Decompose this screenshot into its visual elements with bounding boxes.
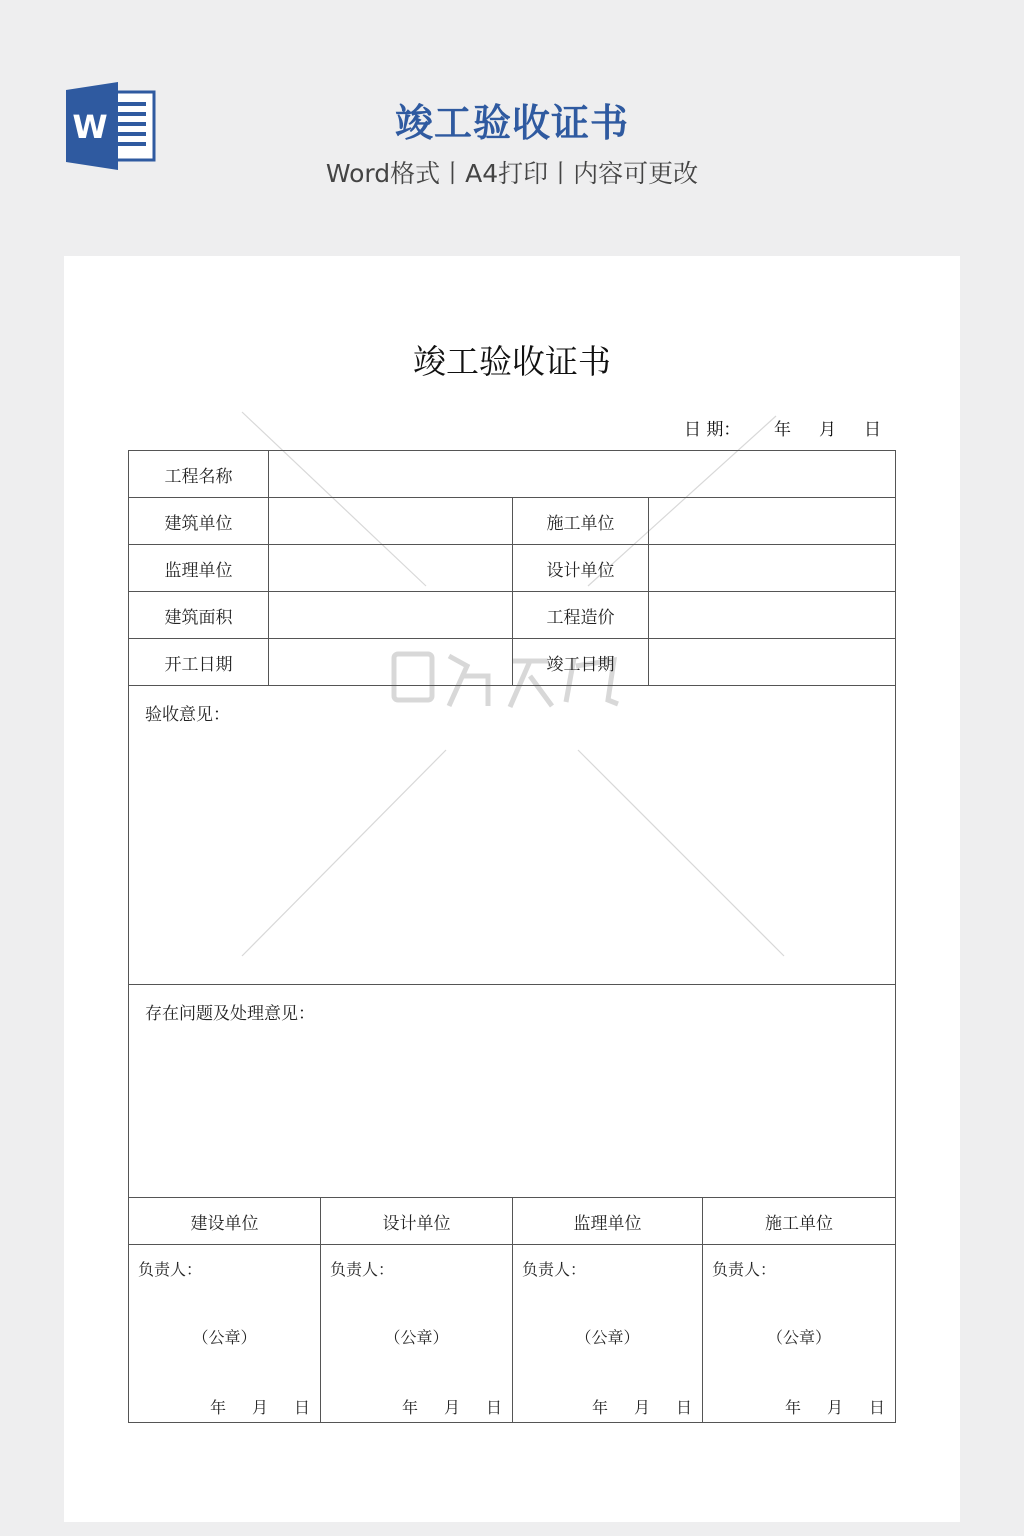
supervision-unit-field[interactable] xyxy=(269,545,513,592)
signatory-person-label: 负责人： xyxy=(712,1260,777,1279)
acceptance-opinion-field[interactable] xyxy=(129,686,896,985)
construction-unit-label: 建筑单位 xyxy=(129,498,269,545)
signatory-box-1[interactable] xyxy=(129,1245,321,1423)
design-unit-field[interactable] xyxy=(649,545,896,592)
seal-label: （公章） xyxy=(384,1328,449,1347)
signatory-date: 年 月 日 xyxy=(209,1398,310,1417)
builder-unit-label: 施工单位 xyxy=(513,498,649,545)
supervision-unit-label: 监理单位 xyxy=(129,545,269,592)
completion-date-label: 竣工日期 xyxy=(513,639,649,686)
page-subtitle: Word格式丨A4打印丨内容可更改 xyxy=(325,159,699,188)
signatory-box-4[interactable] xyxy=(703,1245,896,1423)
start-date-field[interactable] xyxy=(269,639,513,686)
signatory-date: 年 月 日 xyxy=(401,1398,502,1417)
signatory-unit-3: 监理单位 xyxy=(513,1198,703,1245)
signatory-box-2[interactable] xyxy=(321,1245,513,1423)
seal-label: （公章） xyxy=(575,1328,640,1347)
signatory-date: 年 月 日 xyxy=(785,1398,886,1417)
signatory-person-label: 负责人： xyxy=(522,1260,587,1279)
document-title: 竣工验收证书 xyxy=(413,342,611,381)
project-name-label: 工程名称 xyxy=(129,451,269,498)
signatory-unit-2: 设计单位 xyxy=(321,1198,513,1245)
design-unit-label: 设计单位 xyxy=(513,545,649,592)
signatory-person-label: 负责人： xyxy=(330,1260,395,1279)
issues-opinion-field[interactable] xyxy=(129,985,896,1198)
building-area-field[interactable] xyxy=(269,592,513,639)
signatory-date: 年 月 日 xyxy=(591,1398,692,1417)
page-title: 竣工验收证书 xyxy=(394,101,629,145)
date-year: 年 xyxy=(774,420,791,440)
svg-text:W: W xyxy=(72,108,108,146)
seal-label: （公章） xyxy=(767,1328,832,1347)
project-cost-label: 工程造价 xyxy=(513,592,649,639)
construction-unit-field[interactable] xyxy=(269,498,513,545)
completion-date-field[interactable] xyxy=(649,639,896,686)
date-label: 日 期： xyxy=(684,420,741,440)
project-cost-field[interactable] xyxy=(649,592,896,639)
document-page xyxy=(64,256,960,1522)
project-name-field[interactable] xyxy=(269,451,896,498)
seal-label: （公章） xyxy=(192,1328,257,1347)
start-date-label: 开工日期 xyxy=(129,639,269,686)
acceptance-opinion-label: 验收意见： xyxy=(145,705,230,725)
signatory-box-3[interactable] xyxy=(513,1245,703,1423)
builder-unit-field[interactable] xyxy=(649,498,896,545)
signatory-unit-4: 施工单位 xyxy=(703,1198,896,1245)
signatory-person-label: 负责人： xyxy=(138,1260,203,1279)
signatory-unit-1: 建设单位 xyxy=(129,1198,321,1245)
acceptance-form-table xyxy=(128,450,896,1423)
issues-opinion-label: 存在问题及处理意见： xyxy=(145,1004,315,1024)
date-day: 日 xyxy=(864,420,881,440)
date-month: 月 xyxy=(819,420,836,440)
building-area-label: 建筑面积 xyxy=(129,592,269,639)
